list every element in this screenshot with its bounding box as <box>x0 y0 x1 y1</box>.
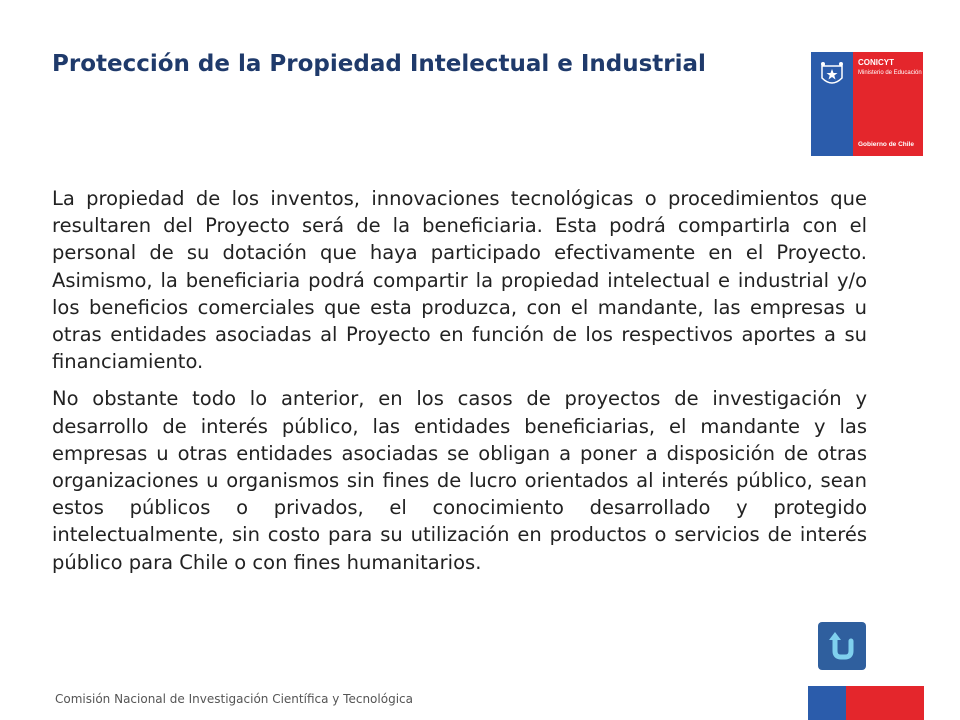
footer-commission-name: Comisión Nacional de Investigación Científica y Tecnológica <box>55 692 413 706</box>
logo-red-band <box>853 52 923 156</box>
logo-government: Gobierno de Chile <box>858 141 914 148</box>
logo-name: CONICYT <box>858 58 894 67</box>
slide-body <box>52 185 867 576</box>
logo-blue-band <box>811 52 853 156</box>
return-arrow-icon <box>825 629 859 663</box>
footer-blue-band <box>808 686 846 720</box>
slide-title: Protección de la Propiedad Intelectual e Industrial <box>52 51 706 77</box>
footer-red-band <box>846 686 924 720</box>
return-button[interactable] <box>818 622 866 670</box>
chile-crest-icon <box>818 60 846 90</box>
paragraph-ownership: La propiedad de los inventos, innovaciones tecnológicas o procedimientos que resultaren del Proyecto será de la beneficiaria. Esta podrá compartirla con el personal de su dotación que haya participado efectivamente en el Proyecto. Asimismo, la beneficiaria podrá compartir la propiedad intelectual e industrial y/o los beneficios comerciales que esta produzca, con el mandante, las empresas u otras entidades asociadas al Proyecto en función de los respectivos aportes a su financiamiento. <box>52 187 867 374</box>
logo-ministry: Ministerio de Educación <box>858 70 922 76</box>
paragraph-public-interest: No obstante todo lo anterior, en los casos de proyectos de investigación y desarrollo de interés público, las entidades beneficiarias, el mandante y las empresas u otras entidades asociadas se obligan a poner a disposición de otras organizaciones u organismos sin fines de lucro orientados al interés público, sean estos públicos o privados, el conocimiento desarrollado y protegido intelectualmente, sin costo para su utilización en productos o servicios de interés público para Chile o con fines humanitarios. <box>52 387 867 574</box>
footer-flag-bar <box>808 686 924 720</box>
conicyt-logo <box>811 52 923 156</box>
